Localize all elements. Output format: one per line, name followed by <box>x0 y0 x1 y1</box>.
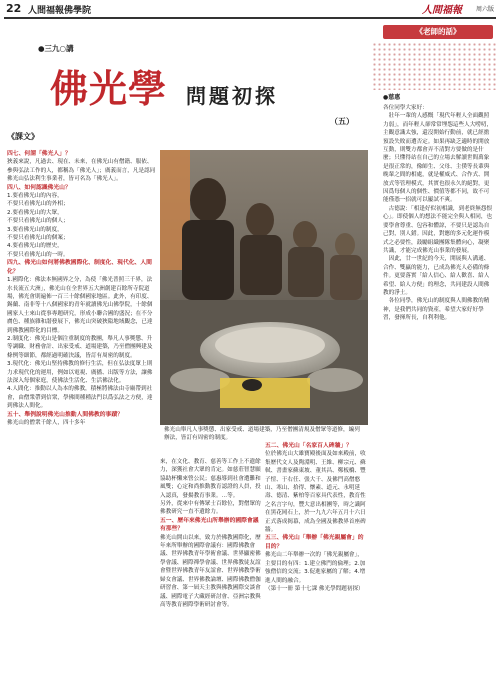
text-column-1 <box>7 150 157 427</box>
question-heading: 五二、佛光山「名家百人碑牆」？ <box>265 443 352 449</box>
page-number: 22 <box>6 2 22 15</box>
question-heading: 四七、何謂「佛光人」？ <box>7 151 71 157</box>
monastic-meal-photo <box>160 150 368 425</box>
issue-label: 周六版 <box>475 6 494 13</box>
paragraph: 來，在文化、教育、慈善等工作上不遺餘力，深獲社會大眾的肯定。如慈莊智慧願協助杯懶來營公民；慈惠導到社會遭難和風雙；心定和尚推動教育認證的人員，投入認真，發揚教育事業。…等。 另外，從來中有傳眾士百餘位，對僧眾的佛教研究一直不遺餘力。 <box>160 459 261 516</box>
question-heading: 五十、舉例說明佛光山推動人間佛教的事蹟？ <box>7 411 123 418</box>
section-label: 《課文》 <box>7 132 39 141</box>
paragraph: 位於佛光山大雄寶殿後面及如來殿前，收集歷代文人及陶淵明、王維、柳宗元、蘇軾、書畫家蘇東坡、董其昌、鄭板橋、豐子愷、于右任、張大千、及佛門高僧憨山、寒山、拾得、懷素、道元、永明延壽、德清、紫柏等百家具代表性，教育性之名言字句，豐大意出相團等，時之識阿在黑花岡石上，於一九九六年五月十六日正式落成揭幕，成為全國及佛教界首座碑牆。 <box>265 451 366 534</box>
page-header <box>0 0 500 18</box>
newspaper-logo: 人間福報 <box>422 5 462 16</box>
question-heading: 四八、如何認識佛光山？ <box>7 184 71 191</box>
paragraph: 佛光山二年舉辦一次的「佛光親屬會」，主要目的有四：1.建立佛門的倫理；2.加強僧信的交流；3.促進家屬的了解；4.增進人間的融合。 （第十一冊 第十七課 佛光學問題初探） <box>265 552 366 592</box>
notes-author: ●慈惠 <box>383 94 401 101</box>
text-column-2 <box>160 458 262 609</box>
lecture-number: ●三九○講 <box>38 44 74 53</box>
paragraph: 1.國際化：佛法本無國界之分，為使「佛光普照三千界，法水長流五大洲」，佛光山在全世界五大洲創建百餘所寺院道場，佛光會則遍佈一百三十餘個國家地區。此外，有印度、錫蘭、南非等十八個國家的青年就讀佛光山佛學院，十餘個國家人士來山從事專題研究，形成小聯合國的盛況；在不分膚色、種族雜和諧發展下，佛光山突破狹隘地域觀念，已達到佛教國際化的目標。 2.制度化：佛光山是個注重制度的教團，舉凡人事獎懲、升等調職、財務會計、出家受戒、道場建築，乃至僧團興建及條例等細節，都經過明確決議，皆訂有周密的制度。 3.現代化：佛光山堅持佛教的修行生活，但在弘法度眾上則力求現代化的運用，例如以電視、廣播、出版等方法，讓佛法深入每個家庭，使佛法生活化、生活佛法化。 4.人間化：推動以人為本的佛教，積極將佛法由寺廟帶到社會，由僧衆帶到信衆，學佛間種種法門以爲弘法之方便，達到佛法人間化。 <box>7 277 153 410</box>
part-number: （五） <box>330 117 354 126</box>
question-heading: 四九、佛光山如何將佛教國際化、制度化、現代化、人間化？ <box>7 260 152 275</box>
paragraph: 狹義來說，凡過去、現在、未來，在佛光山有僧籍、服依、參與弘法工作的人，都稱為「佛光人」；廣義而言，凡是認同佛光山弘法利生事業者，皆可名為「佛光人」。 <box>7 159 156 183</box>
text-column-3 <box>265 442 367 593</box>
photo-image <box>160 150 368 425</box>
publication-name: 人間福報佛學院 <box>28 6 92 16</box>
question-heading: 五三、佛光山「舉辦「佛光親屬會」的目的？ <box>265 535 364 550</box>
photo-caption: 佛光山舉凡人事獎懲、出家受戒、道場建築，乃至僧團清規及僧眾等道修，編列辦法，皆訂有周密的制度。 <box>164 427 360 442</box>
paragraph: 佛光山開山以來，致力於佛教國際化，歷年來所舉辦的國際會議有：國際佛教會議、世界佛教青年學術會議、世界顯密佛學會議、國際禪學會議、世界佛教徒友誼會暨世界佛教青年友誼會、世界佛教學術婦女會議、世界佛教論壇、國際佛教僧伽研習會、第一屆天主教與佛教國際交談會議、國際電子大藏經研討會、亞洲宗教與高等教育國際學術研討會等。 <box>160 534 261 608</box>
notes-title-tab: 《老師的話》 <box>383 25 493 39</box>
notes-body: 各位同學大家好： 壯年一輩的人感慨「現代年輕人全面觀照力弱」，而年輕人卻常常埋怨這些人大嘮叨，主觀意識太強，還沒開始行動前，就已經擔預設失敗而遭否定。如果再缺乏適時的開放互動，則雙方都會弄不清對方要做的是什麼；只懂得站在自己的立場去解讀世間萬象是很正常的，像師生、父母、主僕等長輩與晚輩之間的相處，就是權威式、合作式、開放式等管理模式，其實也很永久的絕對，更因爲每個人的個性、價值等都不同，故不可能僅憑一招就可以屢試不爽。 古德說：「相逢好似初相識，到老終無怨恨心」。即使個人的想法不能完全與人相同，也要學會尊重、包容和體諒，不要只是認為自己對，別人錯。因此，對應的多元化運作模式之必要性，鼓勵組織團隊集體向心，凝聚共識，才能完成佛光山事業的發展。 因此，廿一世紀的今天，開展與人溝通、合作、雙贏的能力，已成為佛光人必備的條件。更要落實「給人信心、給人歡喜、給人希望、給人方便」的理念，共同建設人間佛教的淨土。 各位同學，佛光山的制度與人間佛教的精神，是我們共同的資產，希望大家好好學習，發揮所長，自利利他。 <box>383 105 493 322</box>
header-divider <box>4 17 496 19</box>
dotted-pattern <box>372 42 496 90</box>
article-title: 佛光學 <box>50 66 168 111</box>
paragraph: 1.要看佛光山的內容， 不要只看佛光山的外相； 2.要看佛光山的大眾， 不要只看佛光山的個人； 3.要看佛光山的制度， 不要只看佛光山的個案； 4.要看佛光山的歷史， 不要只看佛光山的一時。 <box>7 193 69 258</box>
question-heading: 五一、歷年來佛光山所舉辦的國際會議有那些？ <box>160 517 259 533</box>
paragraph: 佛光山的僧衆千餘人，四十多年 <box>7 420 86 426</box>
article-subtitle: 問題初探 <box>186 84 278 108</box>
